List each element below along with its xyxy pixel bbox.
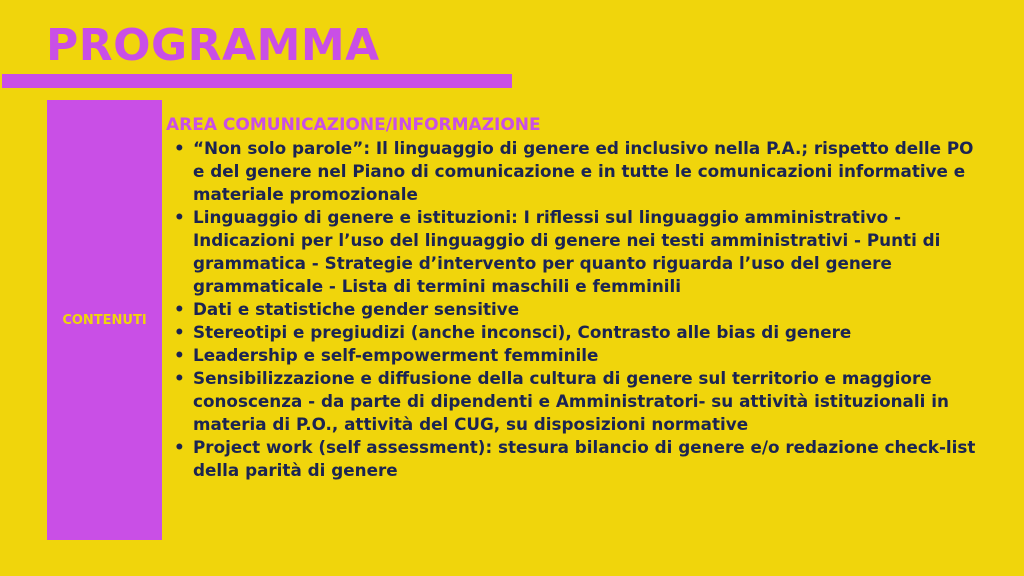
topic-text: Dati e statistiche gender sensitive [193,299,520,319]
bullet-icon: • [174,368,185,388]
topic-item [166,298,986,321]
title-underline-bar [2,74,512,88]
topic-item [166,367,986,436]
bullet-icon: • [174,437,185,457]
topic-text: Project work (self assessment): stesura bilancio di genere e/o redazione check-list della parità di genere [193,437,976,480]
topic-text: Sensibilizzazione e diffusione della cultura di genere sul territorio e maggiore conoscenza - da parte di dipendenti e Amministratori- su attività istituzionali in materia di P.O., attività del CUG, su disposizioni normative [193,368,949,434]
slide-title: PROGRAMMA [46,20,380,71]
contents-side-label: CONTENUTI [62,312,147,328]
topic-item [166,436,986,482]
bullet-icon: • [174,207,185,227]
bullet-icon: • [174,345,185,365]
section-heading: AREA COMUNICAZIONE/INFORMAZIONE [166,115,541,135]
bullet-icon: • [174,322,185,342]
bullet-icon: • [174,299,185,319]
topic-text: Linguaggio di genere e istituzioni: I riflessi sul linguaggio amministrativo - Indicazioni per l’uso del linguaggio di genere nei testi amministrativi - Punti di grammatica - Strategie d’intervento per quanto riguarda l’uso del genere grammaticale - Lista di termini maschili e femminili [193,207,941,296]
topic-item [166,344,986,367]
topic-item [166,206,986,298]
bullet-icon: • [174,138,185,158]
topic-item [166,137,986,206]
topic-text: “Non solo parole”: Il linguaggio di genere ed inclusivo nella P.A.; rispetto delle PO e del genere nel Piano di comunicazione e in tutte le comunicazioni informative e materiale promozionale [193,138,974,204]
topic-list [166,137,986,482]
contents-area [166,114,986,482]
contents-side-panel [47,100,162,540]
topic-text: Stereotipi e pregiudizi (anche inconsci), Contrasto alle bias di genere [193,322,852,342]
topic-item [166,321,986,344]
topic-text: Leadership e self-empowerment femminile [193,345,599,365]
